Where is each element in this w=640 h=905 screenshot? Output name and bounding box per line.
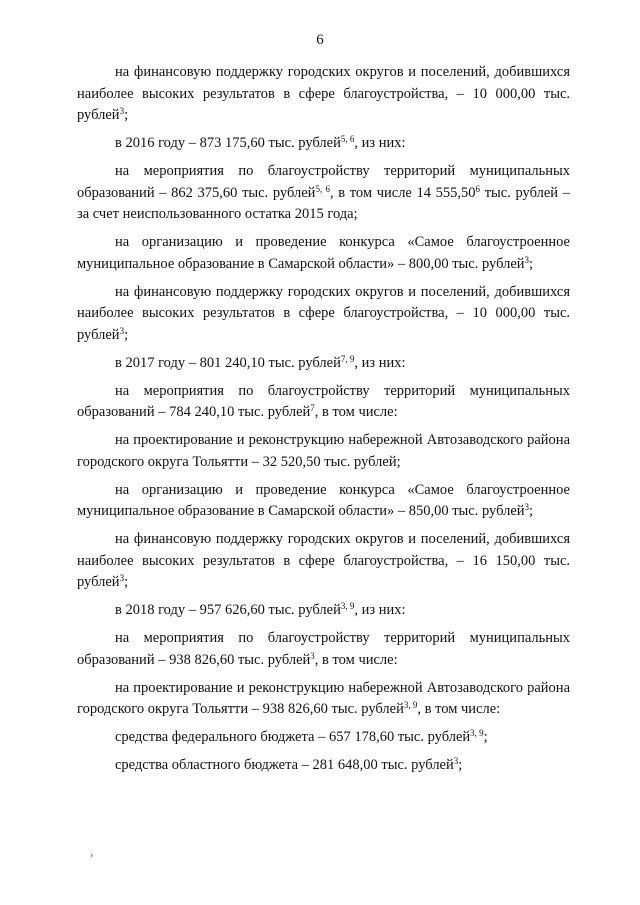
paragraph-9: на организацию и проведение конкурса «Самое благоустроенное муниципальное образование в Самарской области» – 850,00 тыс. рублей$^3$; [77, 481, 570, 519]
paragraph-15: средства областного бюджета – 281 648,00 тыс. рублей$^3$; [115, 756, 463, 773]
paragraph-2: в 2016 году – 873 175,60 тыс. рублей$^{5, 6}$, из них: [115, 134, 406, 151]
paragraph-6: в 2017 году – 801 240,10 тыс. рублей$^{7, 9}$, из них: [115, 353, 406, 371]
document-body [77, 62, 570, 783]
page-number: 6 [316, 32, 324, 48]
paragraph-12: на мероприятия по благоустройству территорий муниципальных образований – 938 826,60 тыс. рублей$^3$, в том числе: [77, 630, 570, 668]
paragraph-8: на проектирование и реконструкцию набережной Автозаводского района городского округа Тольятти – 32 520,50 тыс. рублей; [77, 432, 570, 470]
paragraph-7: на мероприятия по благоустройству территорий муниципальных образований – 784 240,10 тыс. рублей$^7$, в том числе: [77, 382, 570, 420]
paragraph-4: на организацию и проведение конкурса «Самое благоустроенное муниципальное образование в Самарской области» – 800,00 тыс. рублей$^3$; [77, 234, 570, 272]
paragraph-11: в 2018 году – 957 626,60 тыс. рублей$^{3, 9}$, из них: [115, 601, 406, 618]
paragraph-3: на мероприятия по благоустройству территорий муниципальных образований – 862 375,60 тыс. рублей$^{5, 6}$, в том числе 14 555,50$^6$ тыс. рублей – за счет неиспользованного остатка 2015 года; [77, 163, 570, 222]
margin-mark: › [90, 850, 94, 861]
paragraph-10: на финансовую поддержку городских округов и поселений, добившихся наиболее высоких результатов в сфере благоустройства, – 16 150,00 тыс. рублей$^3$; [77, 531, 570, 590]
paragraph-5: на финансовую поддержку городских округов и поселений, добившихся наиболее высоких результатов в сфере благоустройства, – 10 000,00 тыс. рублей$^3$; [77, 283, 570, 343]
paragraph-14: средства федерального бюджета – 657 178,60 тыс. рублей$^{3, 9}$; [115, 728, 488, 745]
paragraph-1: на финансовую поддержку городских округов и поселений, добившихся наиболее высоких результатов в сфере благоустройства, – 10 000,00 тыс. рублей$^3$; [77, 64, 570, 123]
paragraph-13: на проектирование и реконструкцию набережной Автозаводского района городского округа Тольятти – 938 826,60 тыс. рублей$^{3, 9}$, в том числе: [77, 679, 570, 717]
